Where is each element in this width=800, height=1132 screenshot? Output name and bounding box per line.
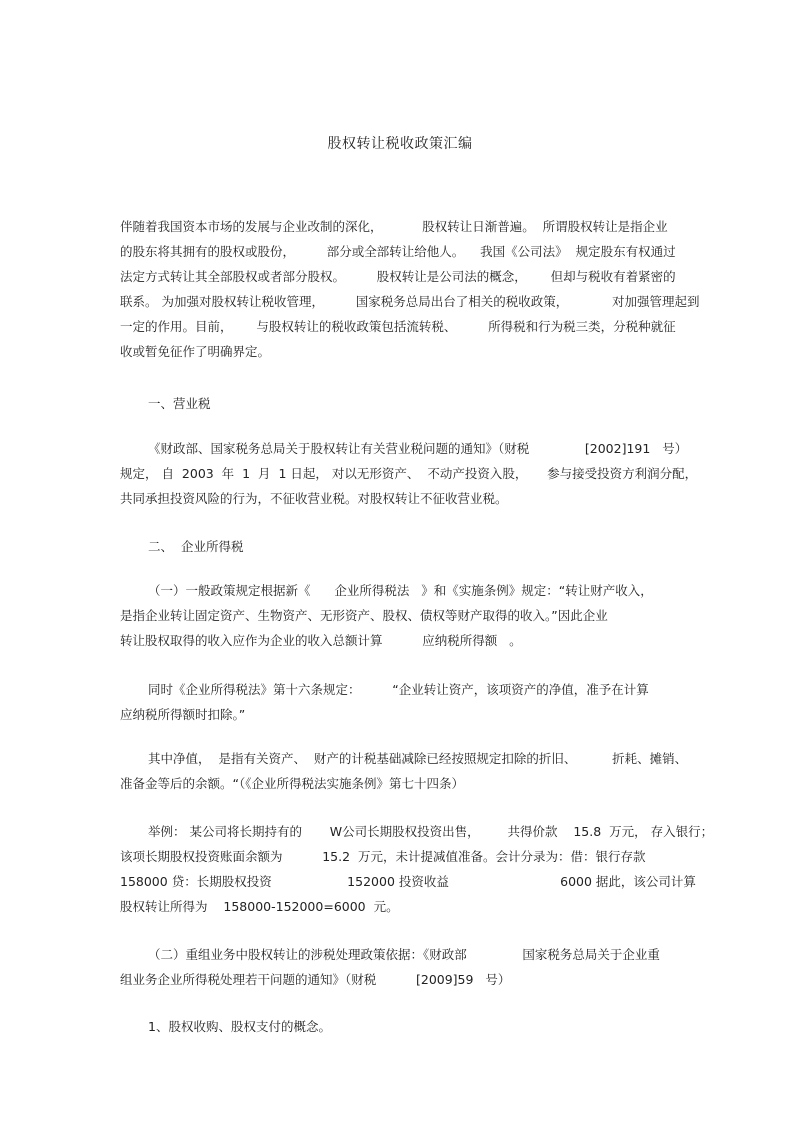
text-line: 组业务企业所得税处理若干问题的通知》（财税 [2009]59 号） [120, 972, 511, 987]
document-title: 股权转让税收政策汇编 [327, 136, 473, 152]
text-line: 《财政部、国家税务总局关于股权转让有关营业税问题的通知》（财税 [2002]191 号） [148, 441, 688, 456]
text-line: 应纳税所得额时扣除。” [120, 707, 246, 722]
text-line: 收或暂免征作了明确界定。 [120, 344, 271, 359]
subsection-heading-equity-acquisition: 1、股权收购、股权支付的概念。 [148, 1019, 331, 1034]
text-line: 其中净值， 是指有关资产、 财产的计税基础减除已经按照规定扣除的折旧、 折耗、摊销、 [148, 751, 688, 766]
text-line: 伴随着我国资本市场的发展与企业改制的深化， 股权转让日渐普遍。 所谓股权转让是指企业 [120, 219, 668, 234]
article-16-paragraph [0, 677, 800, 727]
text-line: 股权转让所得为 158000-152000=6000 元。 [120, 899, 399, 914]
text-line: 该项长期股权投资账面余额为 15.2 万元，未计提减值准备。会计分录为：借：银行存款 [120, 849, 646, 864]
example-paragraph [0, 819, 800, 919]
general-policy-paragraph [0, 578, 800, 653]
text-line: 共同承担投资风险的行为，不征收营业税。对股权转让不征收营业税。 [120, 491, 508, 506]
restructure-paragraph [0, 942, 800, 992]
text-line: 是指企业转让固定资产、生物资产、无形资产、股权、债权等财产取得的收入。”因此企业 [120, 608, 608, 623]
section-heading-income-tax: 二、 企业所得税 [148, 539, 244, 554]
text-line: 举例： 某公司将长期持有的 W公司长期股权投资出售， 共得价款 15.8 万元， 存入银行； [148, 824, 714, 839]
text-line: 的股东将其拥有的股权或股份， 部分或全部转让给他人。 我国《公司法》 规定股东有权通过 [120, 244, 676, 259]
text-line: 158000 贷：长期股权投资 152000 投资收益 6000 据此，该公司计算 [120, 874, 696, 889]
text-line: （一）一般政策规定根据新《 企业所得税法 》和《实施条例》规定：“转让财产收入， [148, 583, 653, 598]
text-line: 一定的作用。目前， 与股权转让的税收政策包括流转税、 所得税和行为税三类，分税种就征 [120, 319, 676, 334]
business-tax-paragraph [0, 436, 800, 511]
text-line: 规定， 自 2003 年 1 月 1 日起， 对以无形资产、 不动产投资入股， 参与接受投资方利润分配， [120, 466, 698, 481]
text-line: 法定方式转让其全部股权或者部分股权。 股权转让是公司法的概念， 但却与税收有着紧密的 [120, 269, 676, 284]
intro-paragraph [0, 214, 800, 364]
text-line: 转让股权取得的收入应作为企业的收入总额计算 应纳税所得额 。 [120, 633, 522, 648]
text-line: 联系。 为加强对股权转让税收管理， 国家税务总局出台了相关的税收政策， 对加强管理起到 [120, 294, 700, 309]
section-heading-business-tax: 一、营业税 [148, 396, 211, 411]
text-line: 准备金等后的余额。“（《企业所得税法实施条例》第七十四条） [120, 776, 464, 791]
text-line: 同时《企业所得税法》第十六条规定： “企业转让资产，该项资产的净值，准予在计算 [148, 682, 649, 697]
text-line: （二）重组业务中股权转让的涉税处理政策依据：《财政部 国家税务总局关于企业重 [148, 947, 660, 962]
net-value-paragraph [0, 746, 800, 796]
